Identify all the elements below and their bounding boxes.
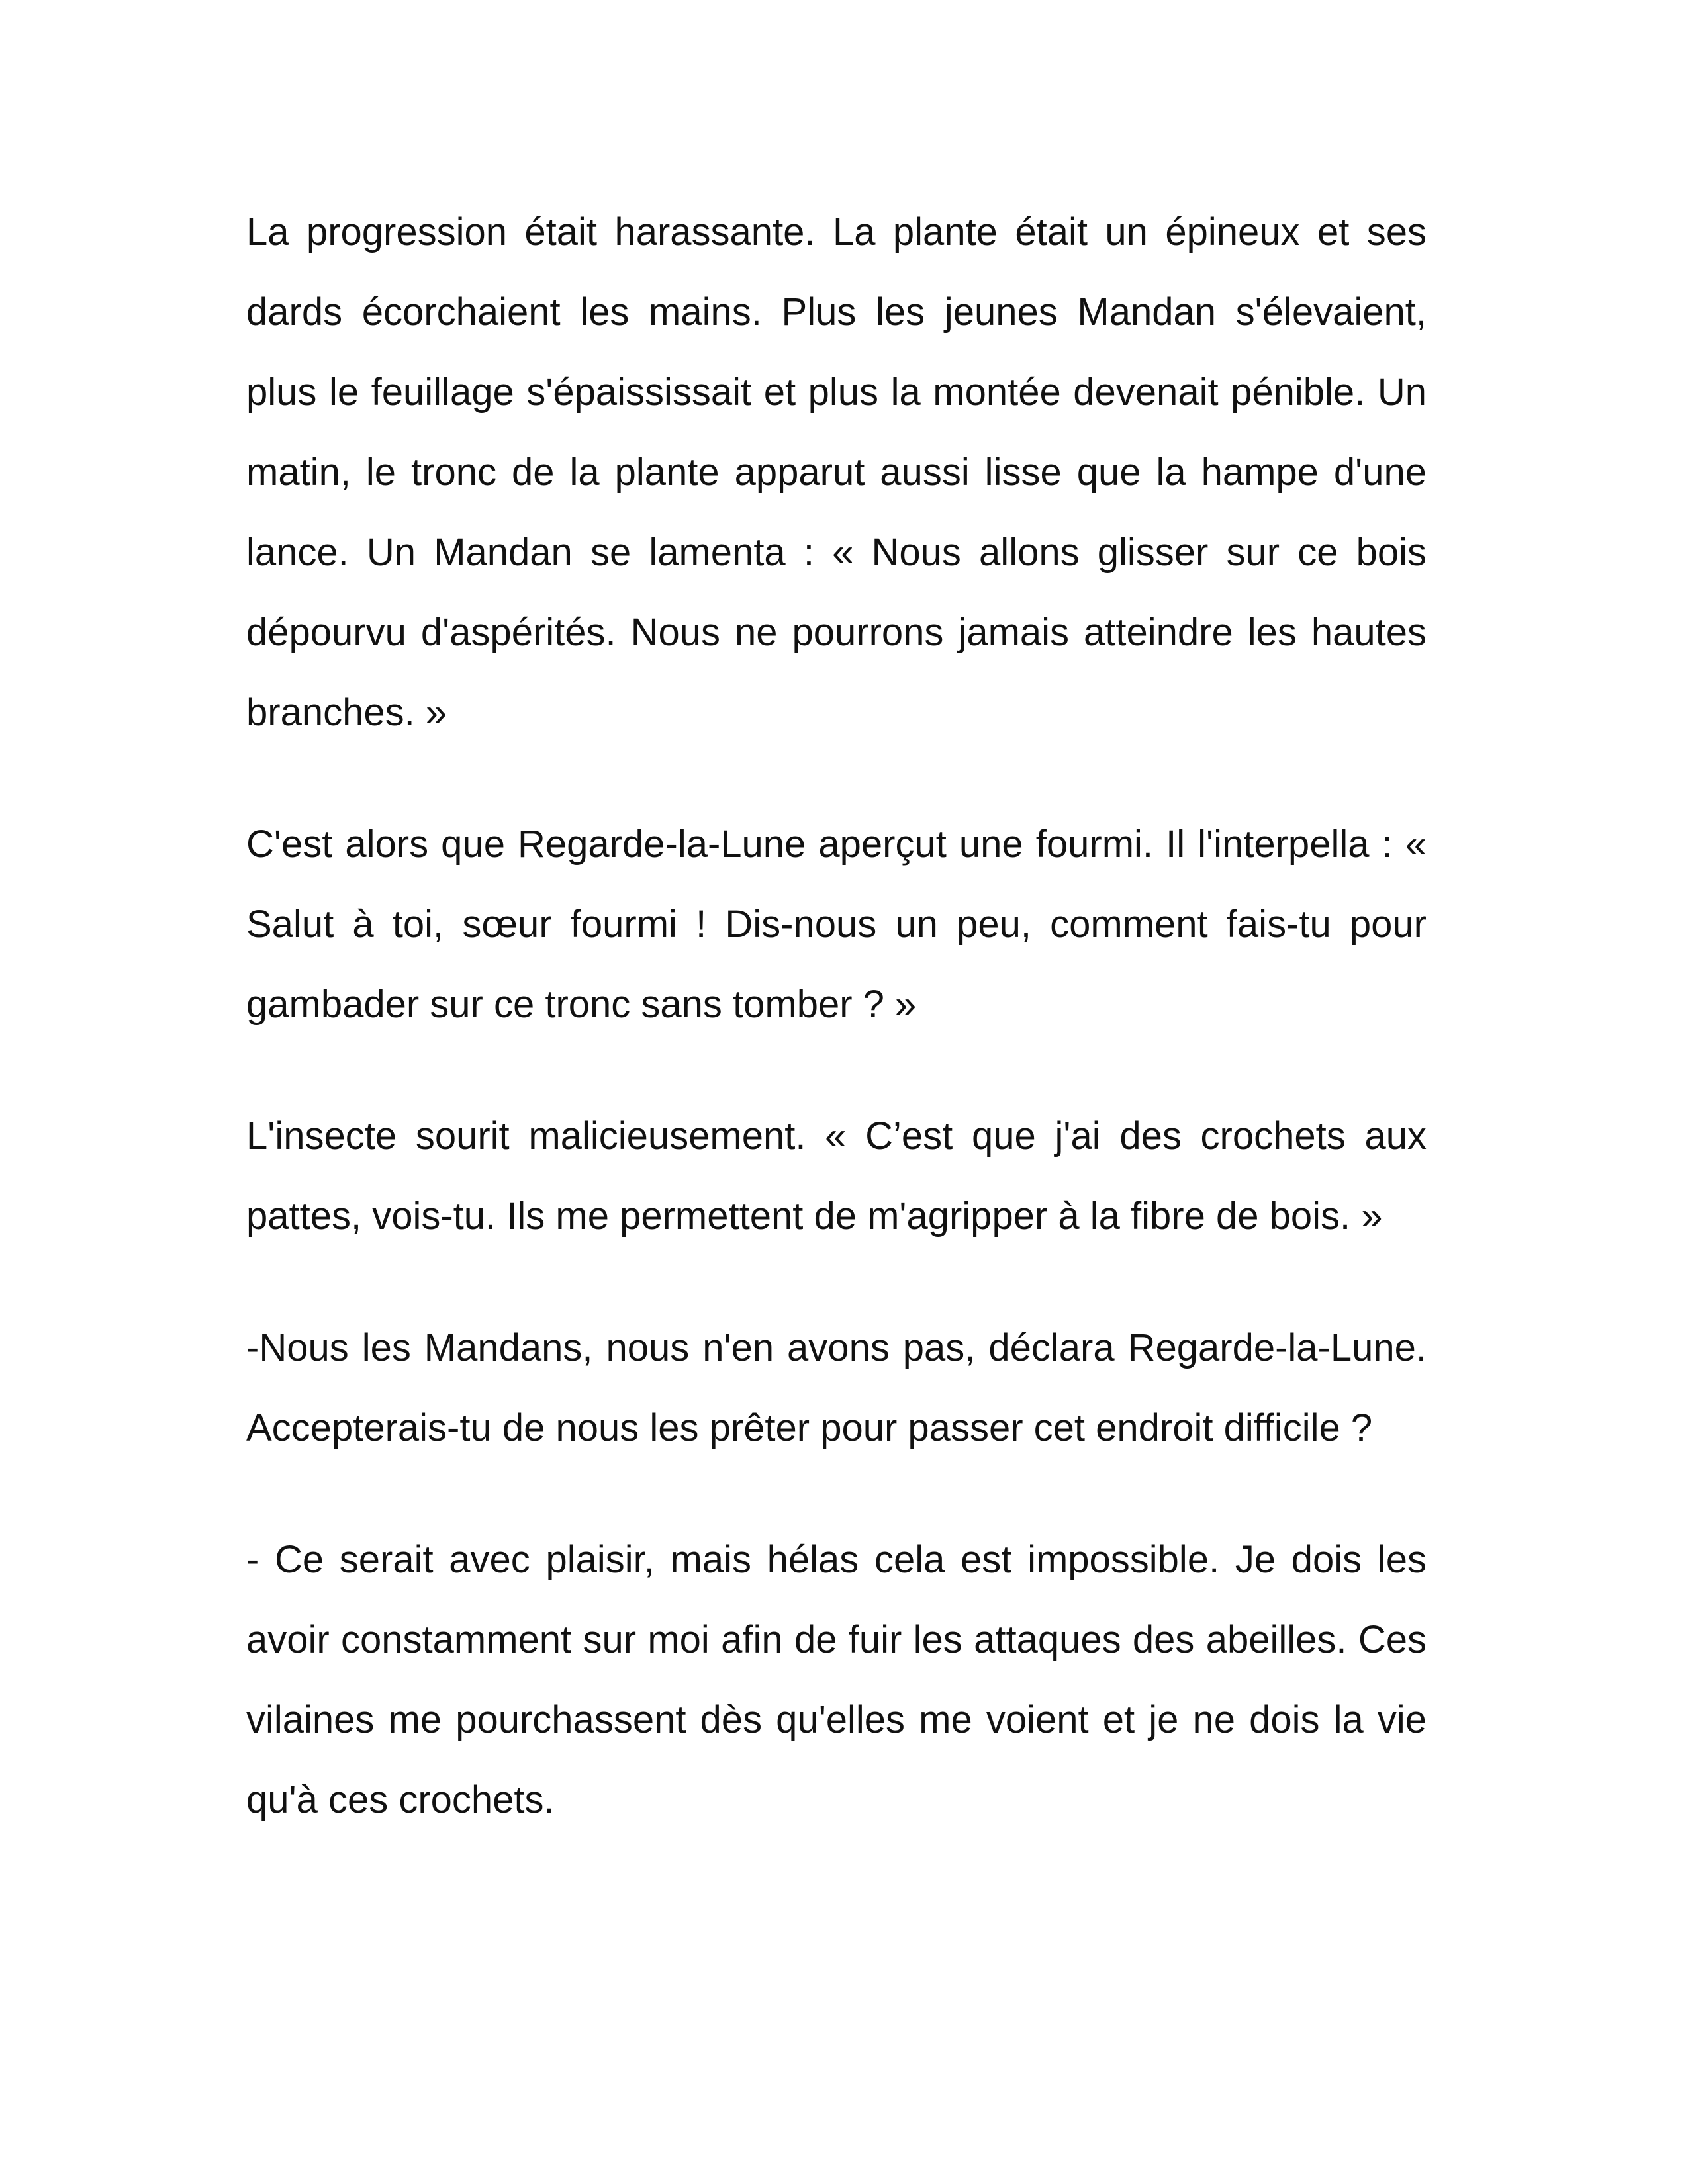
document-body bbox=[246, 192, 1427, 1891]
paragraph-2: C'est alors que Regarde-la-Lune aperçut une fourmi. Il l'interpella : « Salut à toi, sœur fourmi ! Dis-nous un peu, comment fais-tu pour gambader sur ce tronc sans tomber ? » bbox=[246, 823, 1427, 1026]
paragraph-3: L'insecte sourit malicieusement. « C’est que j'ai des crochets aux pattes, vois-tu. Ils me permettent de m'agripper à la fibre de bois. » bbox=[246, 1115, 1427, 1238]
paragraph-1: La progression était harassante. La plante était un épineux et ses dards écorchaient les mains. Plus les jeunes Mandan s'élevaient, plus le feuillage s'épaississait et plus la montée devenait pénible. Un matin, le tronc de la plante apparut aussi lisse que la hampe d'une lance. Un Mandan se lamenta : « Nous allons glisser sur ce bois dépourvu d'aspérités. Nous ne pourrons jamais atteindre les hautes branches. » bbox=[246, 210, 1427, 734]
paragraph-4: -Nous les Mandans, nous n'en avons pas, déclara Regarde-la-Lune. Accepterais-tu de nous les prêter pour passer cet endroit difficile ? bbox=[246, 1326, 1427, 1449]
paragraph-5: - Ce serait avec plaisir, mais hélas cela est impossible. Je dois les avoir constamment sur moi afin de fuir les attaques des abeilles. Ces vilaines me pourchassent dès qu'elles me voient et je ne dois la vie qu'à ces crochets. bbox=[246, 1538, 1427, 1821]
